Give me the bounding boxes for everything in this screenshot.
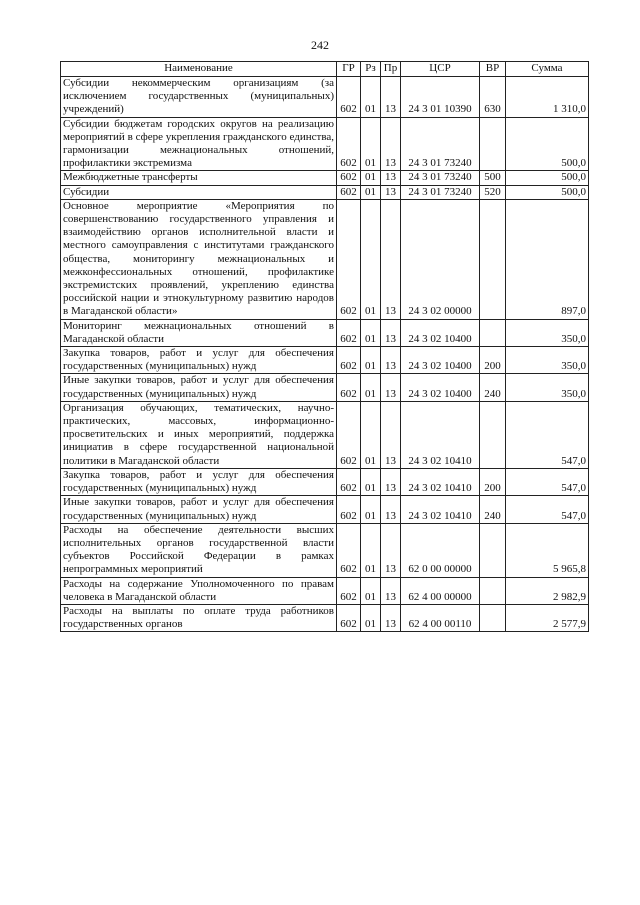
- cell-name: Расходы на обеспечение деятельности высших исполнительных органов государственной власти субъектов Российской Федерации в рамках непрограммных мероприятий: [61, 523, 337, 577]
- cell-csr: 24 3 01 73240: [401, 117, 480, 171]
- cell-sum: 350,0: [506, 319, 589, 346]
- cell-vr: [480, 319, 506, 346]
- cell-name: Мониторинг межнациональных отношений в Магаданской области: [61, 319, 337, 346]
- header-vr: ВР: [480, 62, 506, 77]
- cell-name: Организация обучающих, тематических, научно-практических, массовых, информационно-просветительских и иных мероприятий, поддержка инициатив в сфере государственной национальной политики в Магаданской области: [61, 401, 337, 468]
- cell-vr: 240: [480, 496, 506, 523]
- cell-vr: [480, 117, 506, 171]
- cell-rz: 01: [361, 468, 381, 495]
- table-row: [61, 199, 589, 319]
- cell-rz: 01: [361, 374, 381, 401]
- cell-vr: [480, 401, 506, 468]
- cell-name: Закупка товаров, работ и услуг для обеспечения государственных (муниципальных) нужд: [61, 347, 337, 374]
- cell-csr: 24 3 02 10400: [401, 374, 480, 401]
- header-gr: ГР: [337, 62, 361, 77]
- cell-gr: 602: [337, 374, 361, 401]
- cell-rz: 01: [361, 171, 381, 185]
- cell-vr: [480, 199, 506, 319]
- table-row: [61, 496, 589, 523]
- cell-vr: [480, 577, 506, 604]
- cell-pr: 13: [381, 347, 401, 374]
- cell-name: Субсидии: [61, 185, 337, 199]
- cell-gr: 602: [337, 523, 361, 577]
- cell-sum: 500,0: [506, 185, 589, 199]
- cell-csr: 62 4 00 00110: [401, 604, 480, 631]
- cell-pr: 13: [381, 496, 401, 523]
- cell-name: Иные закупки товаров, работ и услуг для обеспечения государственных (муниципальных) нужд: [61, 374, 337, 401]
- table-body: [61, 77, 589, 632]
- cell-pr: 13: [381, 199, 401, 319]
- cell-pr: 13: [381, 171, 401, 185]
- page-number: 242: [311, 38, 329, 52]
- cell-gr: 602: [337, 347, 361, 374]
- cell-sum: 547,0: [506, 468, 589, 495]
- cell-sum: 5 965,8: [506, 523, 589, 577]
- table-row: [61, 577, 589, 604]
- table-row: [61, 468, 589, 495]
- cell-gr: 602: [337, 496, 361, 523]
- budget-table: [60, 61, 589, 632]
- cell-gr: 602: [337, 401, 361, 468]
- cell-rz: 01: [361, 347, 381, 374]
- header-name: Наименование: [61, 62, 337, 77]
- cell-rz: 01: [361, 604, 381, 631]
- cell-vr: [480, 604, 506, 631]
- table-row: [61, 319, 589, 346]
- cell-rz: 01: [361, 199, 381, 319]
- cell-gr: 602: [337, 199, 361, 319]
- cell-sum: 500,0: [506, 117, 589, 171]
- cell-csr: 24 3 02 10400: [401, 347, 480, 374]
- cell-rz: 01: [361, 523, 381, 577]
- cell-pr: 13: [381, 604, 401, 631]
- header-rz: Рз: [361, 62, 381, 77]
- cell-rz: 01: [361, 577, 381, 604]
- cell-pr: 13: [381, 319, 401, 346]
- cell-name: Иные закупки товаров, работ и услуг для обеспечения государственных (муниципальных) нужд: [61, 496, 337, 523]
- cell-vr: 240: [480, 374, 506, 401]
- cell-csr: 24 3 01 73240: [401, 171, 480, 185]
- table-row: [61, 185, 589, 199]
- cell-pr: 13: [381, 468, 401, 495]
- cell-vr: 520: [480, 185, 506, 199]
- cell-rz: 01: [361, 401, 381, 468]
- cell-name: Расходы на выплаты по оплате труда работников государственных органов: [61, 604, 337, 631]
- header-csr: ЦСР: [401, 62, 480, 77]
- cell-rz: 01: [361, 77, 381, 118]
- cell-gr: 602: [337, 117, 361, 171]
- cell-sum: 2 577,9: [506, 604, 589, 631]
- cell-sum: 500,0: [506, 171, 589, 185]
- cell-gr: 602: [337, 319, 361, 346]
- cell-csr: 24 3 01 73240: [401, 185, 480, 199]
- table-row: [61, 401, 589, 468]
- cell-sum: 350,0: [506, 347, 589, 374]
- cell-pr: 13: [381, 523, 401, 577]
- table-row: [61, 171, 589, 185]
- cell-gr: 602: [337, 577, 361, 604]
- cell-sum: 1 310,0: [506, 77, 589, 118]
- cell-pr: 13: [381, 374, 401, 401]
- cell-name: Закупка товаров, работ и услуг для обеспечения государственных (муниципальных) нужд: [61, 468, 337, 495]
- cell-vr: [480, 523, 506, 577]
- cell-csr: 62 4 00 00000: [401, 577, 480, 604]
- table-row: [61, 374, 589, 401]
- cell-rz: 01: [361, 185, 381, 199]
- cell-sum: 897,0: [506, 199, 589, 319]
- cell-gr: 602: [337, 171, 361, 185]
- table-row: [61, 117, 589, 171]
- header-pr: Пр: [381, 62, 401, 77]
- cell-sum: 547,0: [506, 401, 589, 468]
- cell-name: Основное мероприятие «Мероприятия по совершенствованию государственного управления и взаимодействию органов исполнительной власти и местного самоуправления с институтами гражданского общества, мониторингу межнациональных и межконфессиональных отношений, профилактике экстремистских проявлений, укреплению единства российской нации и этнокультурному развитию народов в Магаданской области»: [61, 199, 337, 319]
- cell-vr: 500: [480, 171, 506, 185]
- cell-csr: 24 3 02 10410: [401, 401, 480, 468]
- cell-sum: 2 982,9: [506, 577, 589, 604]
- cell-pr: 13: [381, 401, 401, 468]
- cell-rz: 01: [361, 496, 381, 523]
- cell-vr: 200: [480, 468, 506, 495]
- cell-pr: 13: [381, 117, 401, 171]
- cell-name: Расходы на содержание Уполномоченного по правам человека в Магаданской области: [61, 577, 337, 604]
- cell-gr: 602: [337, 604, 361, 631]
- cell-rz: 01: [361, 319, 381, 346]
- cell-pr: 13: [381, 577, 401, 604]
- table-row: [61, 523, 589, 577]
- cell-gr: 602: [337, 468, 361, 495]
- cell-sum: 350,0: [506, 374, 589, 401]
- cell-csr: 24 3 02 10410: [401, 496, 480, 523]
- table-row: [61, 347, 589, 374]
- cell-gr: 602: [337, 185, 361, 199]
- cell-rz: 01: [361, 117, 381, 171]
- cell-pr: 13: [381, 77, 401, 118]
- cell-name: Субсидии бюджетам городских округов на реализацию мероприятий в сфере укрепления гражданского единства, гармонизации межнациональных отношений, профилактики экстремизма: [61, 117, 337, 171]
- cell-pr: 13: [381, 185, 401, 199]
- cell-gr: 602: [337, 77, 361, 118]
- cell-vr: 200: [480, 347, 506, 374]
- cell-vr: 630: [480, 77, 506, 118]
- table-row: [61, 77, 589, 118]
- cell-csr: 24 3 02 10410: [401, 468, 480, 495]
- cell-csr: 24 3 01 10390: [401, 77, 480, 118]
- cell-name: Межбюджетные трансферты: [61, 171, 337, 185]
- table-row: [61, 604, 589, 631]
- cell-sum: 547,0: [506, 496, 589, 523]
- header-sum: Сумма: [506, 62, 589, 77]
- table-header-row: [61, 62, 589, 77]
- cell-csr: 62 0 00 00000: [401, 523, 480, 577]
- cell-csr: 24 3 02 00000: [401, 199, 480, 319]
- cell-name: Субсидии некоммерческим организациям (за исключением государственных (муниципальных) учреждений): [61, 77, 337, 118]
- cell-csr: 24 3 02 10400: [401, 319, 480, 346]
